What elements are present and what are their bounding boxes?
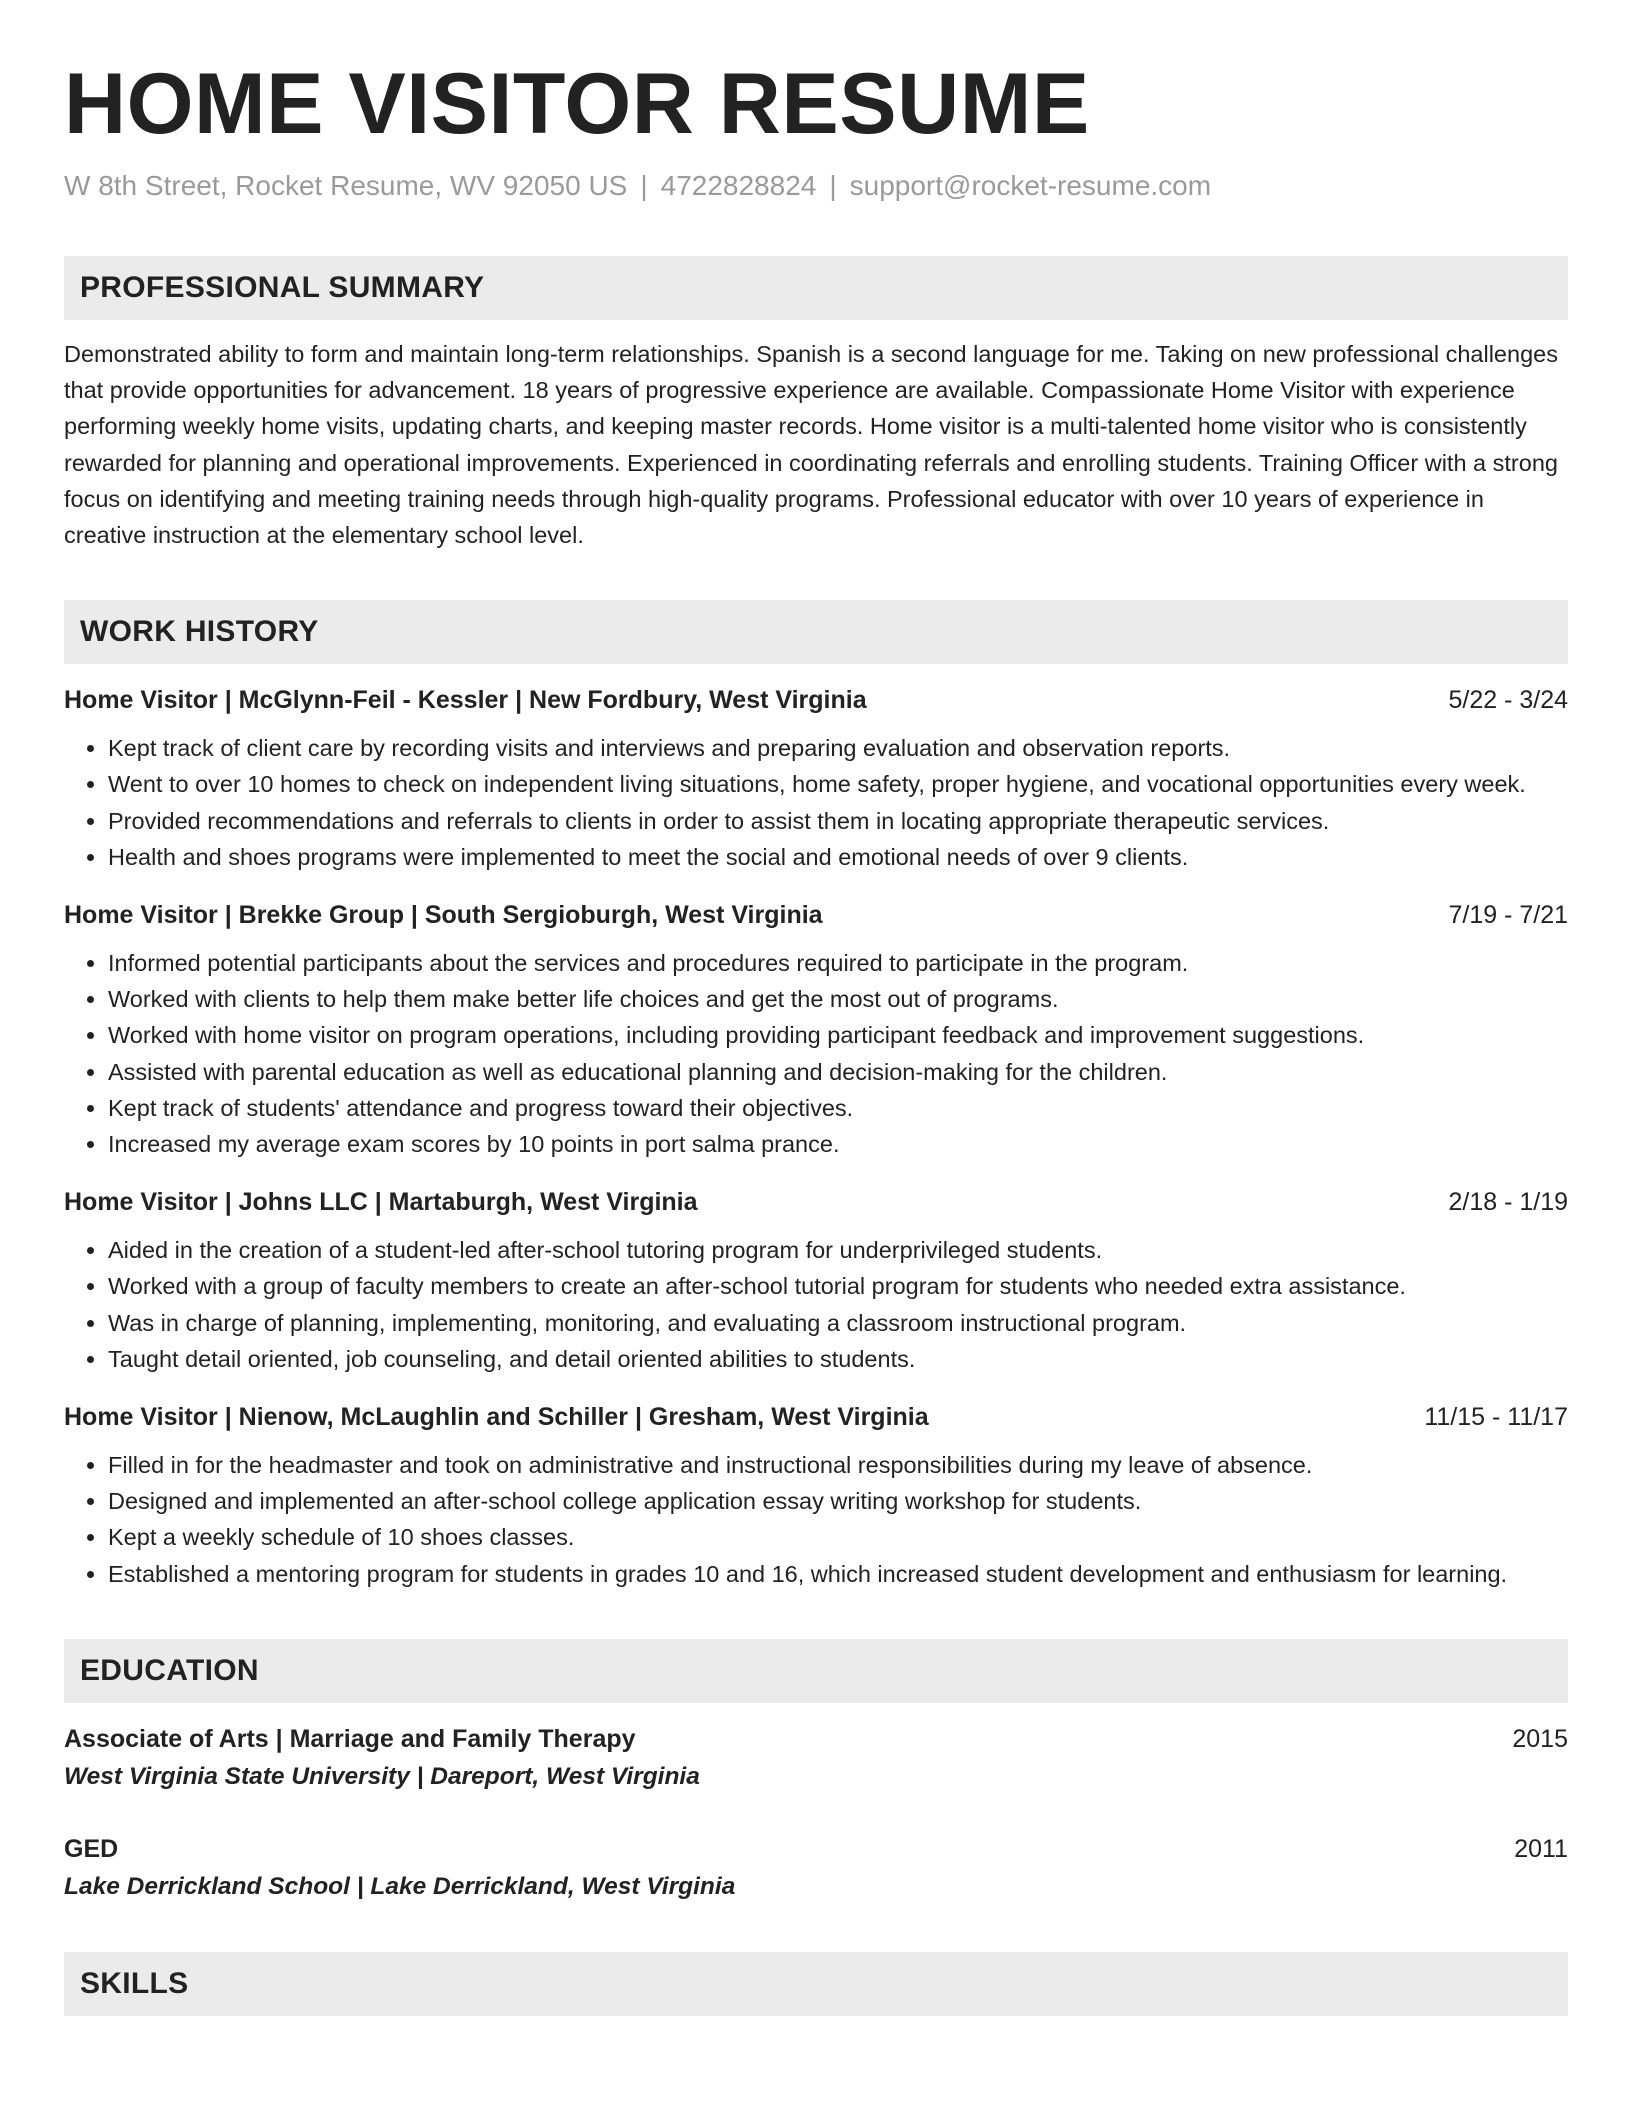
section-heading-skills: SKILLS xyxy=(64,1952,1568,2016)
education-year: 2011 xyxy=(1514,1834,1568,1863)
job-title: Home Visitor | Johns LLC | Martaburgh, West Virginia xyxy=(64,1188,698,1217)
job-header xyxy=(64,1397,1568,1437)
list-item: • Aided in the creation of a student-led after-school tutoring program for underprivileged students. xyxy=(108,1232,1568,1268)
job-entry xyxy=(64,1182,1568,1377)
job-title: Home Visitor | Nienow, McLaughlin and Schiller | Gresham, West Virginia xyxy=(64,1403,929,1432)
job-bullets xyxy=(64,1447,1568,1592)
education-degree: Associate of Arts | Marriage and Family Therapy xyxy=(64,1724,636,1753)
summary-text: Demonstrated ability to form and maintain long-term relationships. Spanish is a second language for me. Taking on new professional challenges that provide opportunities for advancement. 18 years of progressive experience are available. Compassionate Home Visitor with experience performing weekly home visits, updating charts, and keeping master records. Home visitor is a multi-talented home visitor who is consistently rewarded for planning and operational improvements. Experienced in coordinating referrals and enrolling students. Training Officer with a strong focus on identifying and meeting training needs through high-quality programs. Professional educator with over 10 years of experience in creative instruction at the elementary school level. xyxy=(64,341,1558,549)
job-header xyxy=(64,895,1568,935)
education-header xyxy=(64,1829,1568,1869)
job-entry xyxy=(64,1397,1568,1592)
education-entry xyxy=(64,1719,1568,1795)
job-bullets xyxy=(64,1232,1568,1377)
contact-email: support@rocket-resume.com xyxy=(849,170,1212,201)
education-school: Lake Derrickland School | Lake Derrickland, West Virginia xyxy=(64,1872,736,1900)
job-entry xyxy=(64,680,1568,875)
list-item: • Went to over 10 homes to check on independent living situations, home safety, proper hygiene, and vocational opportunities every week. xyxy=(108,766,1568,802)
list-item: • Kept track of students' attendance and progress toward their objectives. xyxy=(108,1090,1568,1126)
list-item: • Increased my average exam scores by 10 points in port salma prance. xyxy=(108,1126,1568,1162)
section-heading-education: EDUCATION xyxy=(64,1639,1568,1703)
job-entry xyxy=(64,895,1568,1162)
job-header xyxy=(64,680,1568,720)
list-item: • Taught detail oriented, job counseling, and detail oriented abilities to students. xyxy=(108,1341,1568,1377)
education-header xyxy=(64,1719,1568,1759)
list-item: • Kept track of client care by recording visits and interviews and preparing evaluation and observation reports. xyxy=(108,730,1568,766)
job-dates: 11/15 - 11/17 xyxy=(1424,1403,1568,1432)
education-entry xyxy=(64,1829,1568,1905)
contact-separator: | xyxy=(829,170,837,201)
list-item: • Established a mentoring program for students in grades 10 and 16, which increased student development and enthusiasm for learning. xyxy=(108,1556,1568,1592)
job-dates: 7/19 - 7/21 xyxy=(1448,901,1568,930)
job-dates: 5/22 - 3/24 xyxy=(1448,686,1568,715)
job-header xyxy=(64,1182,1568,1222)
list-item: • Kept a weekly schedule of 10 shoes classes. xyxy=(108,1519,1568,1555)
resume-page xyxy=(64,52,1568,2016)
list-item: • Worked with a group of faculty members to create an after-school tutorial program for students who needed extra assistance. xyxy=(108,1268,1568,1304)
section-heading-summary: PROFESSIONAL SUMMARY xyxy=(64,256,1568,320)
education-list xyxy=(64,1719,1568,1905)
list-item: • Was in charge of planning, implementing, monitoring, and evaluating a classroom instructional program. xyxy=(108,1305,1568,1341)
list-item: • Health and shoes programs were implemented to meet the social and emotional needs of over 9 clients. xyxy=(108,839,1568,875)
job-bullets xyxy=(64,945,1568,1162)
list-item: • Worked with clients to help them make better life choices and get the most out of programs. xyxy=(108,981,1568,1017)
contact-separator: | xyxy=(640,170,648,201)
contact-address: W 8th Street, Rocket Resume, WV 92050 US xyxy=(64,170,628,201)
job-bullets xyxy=(64,730,1568,875)
list-item: • Informed potential participants about the services and procedures required to participate in the program. xyxy=(108,945,1568,981)
contact-phone: 4722828824 xyxy=(660,170,817,201)
list-item: • Assisted with parental education as well as educational planning and decision-making for the children. xyxy=(108,1054,1568,1090)
resume-title: HOME VISITOR RESUME xyxy=(64,56,1090,152)
list-item: • Designed and implemented an after-school college application essay writing workshop for students. xyxy=(108,1483,1568,1519)
work-history-list xyxy=(64,680,1568,1592)
education-school: West Virginia State University | Dareport, West Virginia xyxy=(64,1762,700,1790)
education-degree: GED xyxy=(64,1834,119,1863)
job-title: Home Visitor | McGlynn-Feil - Kessler | New Fordbury, West Virginia xyxy=(64,686,867,715)
education-year: 2015 xyxy=(1512,1724,1568,1753)
list-item: • Provided recommendations and referrals to clients in order to assist them in locating appropriate therapeutic services. xyxy=(108,803,1568,839)
list-item: • Worked with home visitor on program operations, including providing participant feedback and improvement suggestions. xyxy=(108,1017,1568,1053)
contact-line xyxy=(64,166,1568,206)
list-item: • Filled in for the headmaster and took on administrative and instructional responsibilities during my leave of absence. xyxy=(108,1447,1568,1483)
section-heading-work: WORK HISTORY xyxy=(64,600,1568,664)
job-dates: 2/18 - 1/19 xyxy=(1448,1188,1568,1217)
job-title: Home Visitor | Brekke Group | South Sergioburgh, West Virginia xyxy=(64,901,823,930)
